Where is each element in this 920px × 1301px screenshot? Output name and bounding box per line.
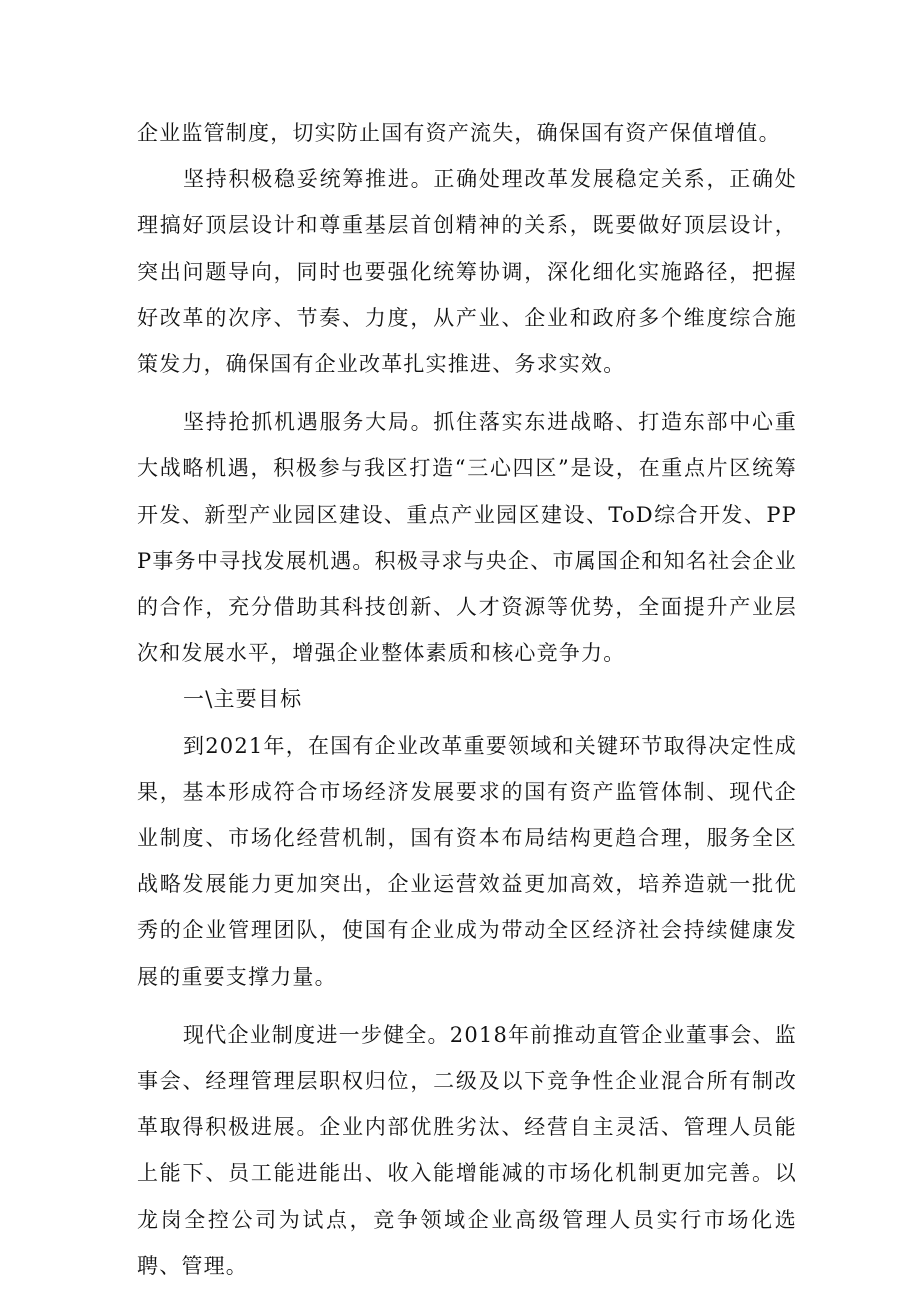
paragraph-continuation: 企业监管制度，切实防止国有资产流失，确保国有资产保值增值。 xyxy=(137,121,781,145)
paragraph-steady-progress: 坚持积极稳妥统筹推进。正确处理改革发展稳定关系，正确处理搞好顶层设计和尊重基层首创精神的关系，既要做好顶层设计，突出问题导向，同时也要强化统筹协调，深化细化实施路径，把握好改革的次序、节奏、力度，从产业、企业和政府多个维度综合施策发力，确保国有企业改革扎实推进、务求实效。 xyxy=(137,167,797,377)
paragraph-goal-2021: 到2021年，在国有企业改革重要领域和关键环节取得决定性成果，基本形成符合市场经济发展要求的国有资产监管体制、现代企业制度、市场化经营机制，国有资本布局结构更趋合理，服务全区战略发展能力更加突出，企业运营效益更加高效，培养造就一批优秀的企业管理团队，使国有企业成为带动全区经济社会持续健康发展的重要支撑力量。 xyxy=(137,733,797,989)
document-body xyxy=(137,110,797,1289)
section-heading-main-goals: 一\主要目标 xyxy=(183,687,303,712)
paragraph-seize-opportunities: 坚持抢抓机遇服务大局。抓住落实东进战略、打造东部中心重大战略机遇，积极参与我区打造“三心四区”是设，在重点片区统筹开发、新型产业园区建设、重点产业园区建设、ToD综合开发、PPP事务中寻找发展机遇。积极寻求与央企、市属国企和知名社会企业的合作，充分借助其科技创新、人才资源等优势，全面提升产业层次和发展水平，增强企业整体素质和核心竞争力。 xyxy=(137,410,797,666)
paragraph-modern-enterprise-system: 现代企业制度进一步健全。2018年前推动直管企业董事会、监事会、经理管理层职权归位，二级及以下竞争性企业混合所有制改革取得积极进展。企业内部优胜劣汰、经营自主灵活、管理人员能上能下、员工能进能出、收入能增能减的市场化机制更加完善。以龙岗全控公司为试点，竞争领域企业高级管理人员实行市场化选聘、管理。 xyxy=(137,1022,797,1278)
